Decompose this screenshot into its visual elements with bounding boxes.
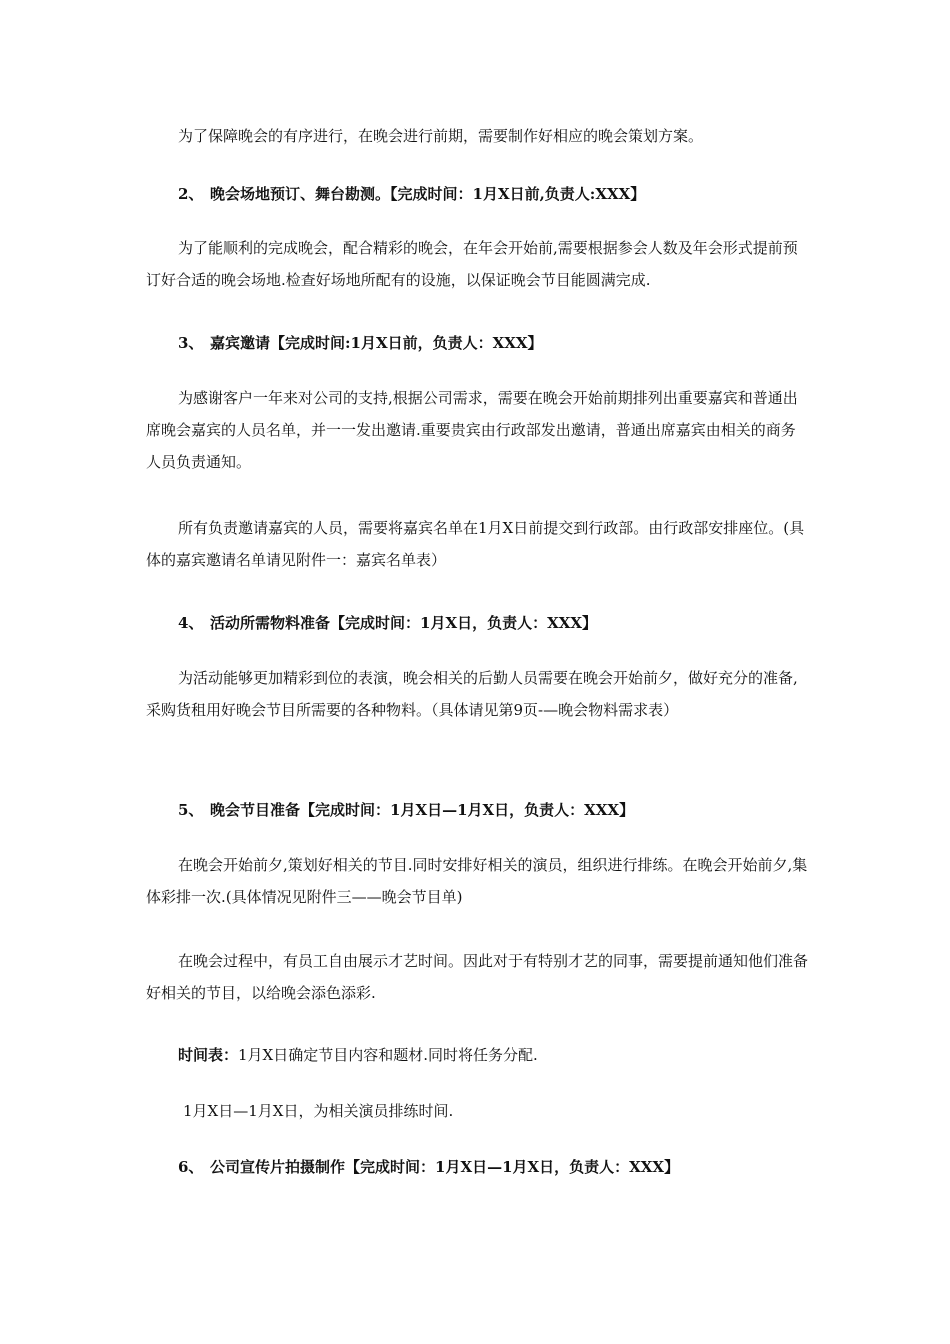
section-3-paragraph-1: 为感谢客户一年来对公司的支持,根据公司需求，需要在晚会开始前期排列出重要嘉宾和普通出席晚会嘉宾的人员名单，并一一发出邀请.重要贵宾由行政部发出邀请，普通出席嘉宾由相关的商务人员负责通知。 xyxy=(146,389,798,471)
section-5-title: 晚会节目准备【完成时间：1月X日—1月X日，负责人：XXX】 xyxy=(210,801,635,819)
schedule-line-1 xyxy=(146,1039,808,1071)
section-6-heading xyxy=(178,1157,679,1177)
section-3-number: 3、 xyxy=(178,334,204,352)
section-4-heading xyxy=(178,613,597,633)
schedule-item-1: 1月X日确定节目内容和题材.同时将任务分配. xyxy=(238,1046,538,1064)
section-3-paragraph-2: 所有负责邀请嘉宾的人员，需要将嘉宾名单在1月X日前提交到行政部。由行政部安排座位。(具体的嘉宾邀请名单请见附件一：嘉宾名单表） xyxy=(146,519,805,569)
intro-paragraph: 为了保障晚会的有序进行，在晚会进行前期，需要制作好相应的晚会策划方案。 xyxy=(178,127,704,145)
section-5-paragraph-2: 在晚会过程中，有员工自由展示才艺时间。因此对于有特别才艺的同事，需要提前通知他们准备好相关的节目，以给晚会添色添彩. xyxy=(146,952,809,1002)
section-2-title: 晚会场地预订、舞台勘测。【完成时间：1月X日前,负责人:XXX】 xyxy=(210,185,646,203)
section-2-paragraph: 为了能顺利的完成晚会，配合精彩的晚会，在年会开始前,需要根据参会人数及年会形式提前预订好合适的晚会场地.检查好场地所配有的设施，以保证晚会节目能圆满完成. xyxy=(146,239,798,289)
section-2-heading xyxy=(178,184,645,204)
schedule-label: 时间表： xyxy=(178,1046,239,1064)
section-4-number: 4、 xyxy=(178,614,204,632)
section-3-heading xyxy=(178,333,543,353)
section-5-number: 5、 xyxy=(178,801,204,819)
section-4-title: 活动所需物料准备【完成时间：1月X日，负责人：XXX】 xyxy=(210,614,597,632)
section-4-paragraph: 为活动能够更加精彩到位的表演，晚会相关的后勤人员需要在晚会开始前夕，做好充分的准备,采购货租用好晚会节目所需要的各种物料。（具体请见第9页-—晚会物料需求表） xyxy=(146,669,798,719)
schedule-line-2: 1月X日—1月X日，为相关演员排练时间. xyxy=(183,1102,454,1120)
section-6-title: 公司宣传片拍摄制作【完成时间：1月X日—1月X日，负责人：XXX】 xyxy=(210,1158,680,1176)
section-3-title: 嘉宾邀请【完成时间:1月X日前，负责人：XXX】 xyxy=(210,334,543,352)
section-2-number: 2、 xyxy=(178,185,204,203)
section-5-heading xyxy=(178,800,634,820)
section-5-paragraph-1: 在晚会开始前夕,策划好相关的节目.同时安排好相关的演员，组织进行排练。在晚会开始前夕,集体彩排一次.(具体情况见附件三——晚会节目单) xyxy=(146,856,808,906)
section-6-number: 6、 xyxy=(178,1158,204,1176)
